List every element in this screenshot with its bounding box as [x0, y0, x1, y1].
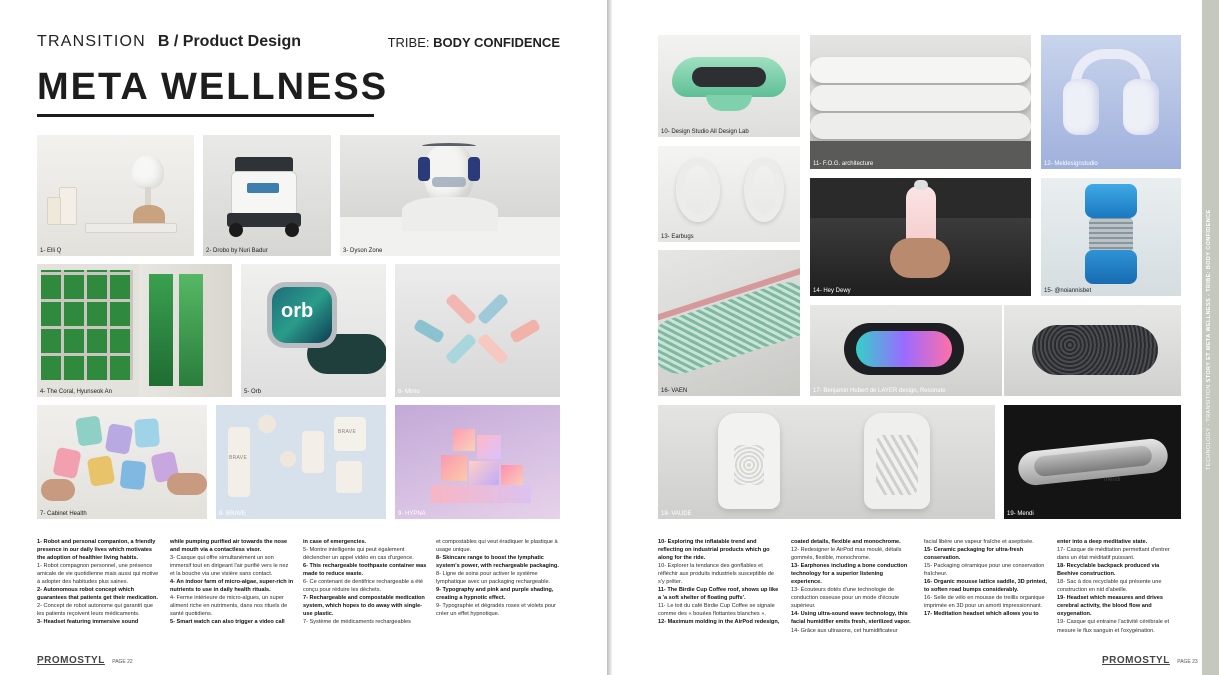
- body-paragraph: 6- This rechargeable toothpaste container was made to reduce waste.: [303, 563, 427, 578]
- body-paragraph: 14- Using ultra-sound wave technology, this facial humidifier emits fresh, sterilized vapor.: [791, 611, 911, 626]
- body-paragraph: 1- Robot compagnon personnel, une présence amicale de vie quotidienne mais aussi qui motive à adopter des habitudes plus saines.: [37, 563, 159, 586]
- page-number: PAGE 23: [1177, 659, 1198, 665]
- photo-noiannisbet: [1041, 178, 1181, 296]
- body-paragraph: 16- Selle de vélo en mousse de treillis organique imprimée en 3D pour un amorti impressionnant.: [924, 595, 1045, 610]
- tribe-prefix: TRIBE:: [387, 35, 434, 50]
- caption-19: 19- Mendi: [1007, 511, 1034, 517]
- left-text-col-3: [303, 538, 427, 643]
- photo-layer-resonate: [810, 305, 1181, 396]
- body-paragraph: 13- Earphones including a bone conduction technology for a superior listening experience.: [791, 563, 908, 586]
- body-paragraph: 8- Skincare range to boost the lymphatic system's power, with rechargeable packaging.: [436, 555, 559, 570]
- body-paragraph: 19- Headset which measures and drives cerebral activity, the blood flow and oxygenation.: [1057, 595, 1164, 618]
- band-suffix: - TRIBE: BODY CONFIDENCE: [1206, 209, 1212, 296]
- body-paragraph: 18- Sac à dos recyclable qui présente une construction en nid d'abeille.: [1057, 579, 1162, 594]
- caption-2: 2- Drobo by Nuri Badur: [206, 248, 268, 254]
- body-paragraph: 2- Concept de robot autonome qui garantit que les patients reçoivent leurs médicaments.: [37, 603, 153, 618]
- photo-mendi: [1004, 405, 1181, 519]
- side-band: [1202, 0, 1219, 675]
- body-paragraph: 17- Meditation headset which allows you to: [924, 611, 1039, 618]
- body-paragraph: 6- Ce contenant de dentifrice rechargeable a été conçu pour réduire les déchets.: [303, 579, 424, 594]
- caption-5: 5- Orb: [244, 389, 262, 395]
- photo-drobo: [203, 135, 331, 256]
- body-paragraph: while pumping purified air towards the nose and mouth via a contactless visor.: [170, 539, 288, 554]
- caption-14: 14- Hey Dewy: [813, 288, 851, 294]
- caption-3: 3- Dyson Zone: [343, 248, 383, 254]
- photo-vaude: [658, 405, 995, 519]
- caption-8: 8- BRAVE: [219, 511, 246, 517]
- band-bold: STORY ET META WELLNESS: [1206, 297, 1212, 383]
- title-underline: [37, 114, 374, 117]
- body-paragraph: 4- Ferme intérieure de micro-algues, un super aliment riche en nutriments, dans nos rituels de santé quotidiens.: [170, 595, 288, 618]
- photo-cabinet-health: [37, 405, 207, 519]
- body-paragraph: 19- Casque qui entraine l'activité cérébrale et mesure le flux sanguin et l'oxygénation.: [1057, 619, 1170, 634]
- left-text-col-2: [170, 538, 294, 643]
- category-label: B / Product Design: [157, 33, 302, 50]
- tribe-value: BODY CONFIDENCE: [433, 35, 560, 50]
- body-paragraph: 10- Explorer la tendance des gonflables et réfléchir aux produits industriels susceptible de s'y prêter.: [658, 563, 774, 586]
- body-paragraph: 3- Casque qui offre simultanément un son immersif tout en dirigeant l'air purifié vers le nez et la bouche via une visière sans contact.: [170, 555, 289, 578]
- tribe-label: [388, 35, 560, 50]
- promostyl-logo: PROMOSTYL: [1102, 655, 1170, 666]
- body-paragraph: 14- Grâce aux ultrasons, cet humidificateur: [791, 627, 898, 634]
- body-paragraph: 5- Montre intelligente qui peut également déclencher un appel vidéo en cas d'urgence.: [303, 547, 414, 562]
- body-paragraph: 5- Smart watch can also trigger a video call: [170, 619, 285, 626]
- body-paragraph: 9- Typography and pink and purple shading, creating a hypnotic effect.: [436, 587, 554, 602]
- photo-hypna: [395, 405, 560, 519]
- page-title: META WELLNESS: [37, 66, 389, 108]
- photo-mimo: [395, 264, 560, 397]
- caption-16: 16- VAEN: [661, 388, 688, 394]
- photo-elliq: [37, 135, 194, 256]
- caption-10: 10- Design Studio All Design Lab: [661, 129, 749, 135]
- body-paragraph: et compostables qui veut éradiquer le plastique à usage unique.: [436, 539, 558, 554]
- orb-screen-text: orb: [281, 300, 314, 322]
- body-paragraph: 4- An indoor farm of micro-algae, super-rich in nutrients to use in daily health rituals.: [170, 579, 294, 594]
- body-paragraph: 9- Typographie et dégradés roses et violets pour créer un effet hypnotique.: [436, 603, 556, 618]
- mendi-band-text: mendi: [1104, 477, 1121, 483]
- body-paragraph: 12- Redesigner le AirPod max moulé, détails gommés, flexible, monochrome.: [791, 547, 902, 562]
- body-paragraph: 15- Packaging céramique pour une conservation fraîcheur.: [924, 563, 1045, 578]
- body-paragraph: 18- Recyclable backpack produced via Beehive construction.: [1057, 563, 1160, 578]
- right-text-col-1: [658, 538, 782, 643]
- body-paragraph: 2- Autonomous robot concept which guarantees that patients get their medication.: [37, 587, 158, 602]
- caption-13: 13- Earbugs: [661, 234, 694, 240]
- left-footer: [37, 655, 133, 666]
- header-section: [37, 33, 301, 51]
- body-paragraph: 11- Le toit du café Birdie Cup Coffee se signale comme des « bouées flottantes blanches ».: [658, 603, 775, 618]
- photo-brave: [216, 405, 386, 519]
- promostyl-logo: PROMOSTYL: [37, 655, 105, 666]
- caption-18: 18- VAUDE: [661, 511, 692, 517]
- body-paragraph: 7- Système de médicaments rechargeables: [303, 619, 411, 626]
- photo-hey-dewy: [810, 178, 1031, 296]
- caption-15: 15- @noiannisbet: [1044, 288, 1092, 294]
- left-page: [0, 0, 607, 675]
- photo-vaen: [658, 250, 800, 396]
- photo-orb: [241, 264, 386, 397]
- body-paragraph: 15- Ceramic packaging for ultra-fresh conservation.: [924, 547, 1024, 562]
- left-text-col-1: [37, 538, 161, 643]
- caption-7: 7- Cabinet Health: [40, 511, 87, 517]
- right-footer: [1102, 655, 1198, 666]
- caption-11: 11- F.O.G. architecture: [813, 161, 874, 167]
- body-paragraph: 1- Robot and personal companion, a friendly presence in our daily lives which motivates the adoption of healthier living habits.: [37, 539, 156, 562]
- brave-jar-text: BRAVE: [338, 429, 357, 435]
- side-band-text: [1206, 10, 1212, 470]
- photo-earbugs: [658, 146, 800, 242]
- photo-all-design-lab: [658, 35, 800, 137]
- body-paragraph: 8- Ligne de soins pour activer le système lymphatique avec un packaging rechargeable.: [436, 571, 551, 586]
- caption-12: 12- Meldesignstudio: [1044, 161, 1098, 167]
- body-paragraph: facial libère une vapeur fraîche et aseptisée.: [924, 539, 1034, 545]
- body-paragraph: 17- Casque de méditation permettant d'entrer dans un état méditatif puissant.: [1057, 547, 1170, 562]
- caption-17: 17- Benjamin Hubert de LAYER design, Resonate: [813, 388, 946, 394]
- brave-bottle-text: BRAVE: [229, 455, 248, 461]
- photo-dyson-zone: [340, 135, 560, 256]
- right-text-col-2: [791, 538, 915, 643]
- photo-the-coral: [37, 264, 232, 397]
- body-paragraph: enter into a deep meditative state.: [1057, 539, 1148, 545]
- photo-fog-architecture: [810, 35, 1031, 169]
- page-header: [37, 33, 560, 53]
- body-paragraph: 3- Headset featuring immersive sound: [37, 619, 139, 626]
- body-paragraph: coated details, flexible and monochrome.: [791, 539, 901, 545]
- body-paragraph: 11- The Birdie Cup Coffee roof, shows up like a 'a soft shelter of floating puffs'.: [658, 587, 779, 602]
- caption-6: 6- Mimo: [398, 389, 420, 395]
- caption-9: 9- HYPNA: [398, 511, 426, 517]
- right-page: [612, 0, 1219, 675]
- body-paragraph: 13- Écouteurs dotés d'une technologie de conduction osseuse pour un mode d'écoute supérieur.: [791, 587, 900, 610]
- right-text-col-4: [1057, 538, 1181, 643]
- body-paragraph: in case of emergencies.: [303, 539, 367, 545]
- body-paragraph: 16- Organic mousse lattice saddle, 3D printed, to soften road bumps considerably.: [924, 579, 1047, 594]
- section-label: TRANSITION: [37, 33, 146, 50]
- body-paragraph: 12- Maximum molding in the AirPod redesign,: [658, 619, 780, 626]
- page-number: PAGE 22: [112, 659, 133, 665]
- caption-1: 1- Elli Q: [40, 248, 62, 254]
- left-text-col-4: [436, 538, 560, 643]
- caption-4: 4- The Coral, Hyunseok An: [40, 389, 112, 395]
- photo-meldesignstudio: [1041, 35, 1181, 169]
- right-text-col-3: [924, 538, 1048, 643]
- band-prefix: TECHNOLOGY - TRANSITION: [1206, 384, 1212, 470]
- body-paragraph: 7- Rechargeable and compostable medication system, which hopes to do away with single-use plastic.: [303, 595, 425, 618]
- body-paragraph: 10- Exploring the inflatable trend and reflecting on industrial products which go along for the ride.: [658, 539, 770, 562]
